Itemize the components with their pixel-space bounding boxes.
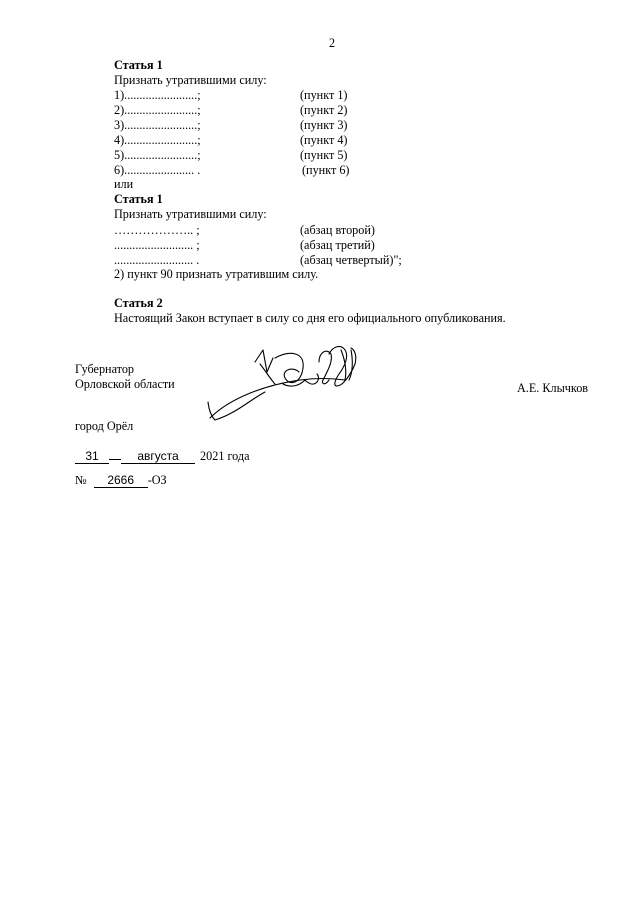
list-item-left: 6)....................... . — [114, 163, 201, 177]
list-item-left: 1)........................; — [114, 88, 201, 102]
signing-date — [75, 445, 250, 464]
list-item-right: (пункт 6) — [302, 163, 350, 177]
item-90-text: 2) пункт 90 признать утратившим силу. — [114, 267, 319, 281]
list-item-left: ……………….. ; — [114, 223, 200, 237]
date-day: 31 — [75, 449, 109, 464]
list-item-right: (абзац четвертый)"; — [300, 253, 402, 267]
city: город Орёл — [75, 419, 134, 433]
list-item-right: (пункт 2) — [300, 103, 348, 117]
page-number: 2 — [329, 36, 336, 50]
governor-name: А.Е. Клычков — [517, 381, 589, 395]
number-sign: № — [75, 473, 87, 487]
law-number-suffix: -ОЗ — [147, 473, 167, 487]
list-item-left: 4)........................; — [114, 133, 201, 147]
law-number-value: 2666 — [94, 473, 148, 488]
list-item-right: (пункт 4) — [300, 133, 348, 147]
list-item-left: .......................... ; — [114, 238, 200, 252]
list-item-right: (пункт 5) — [300, 148, 348, 162]
governor-title: Губернатор — [75, 362, 135, 376]
article-1-heading: Статья 1 — [114, 58, 163, 72]
date-year: 2021 года — [200, 449, 250, 463]
article-1-alt-intro: Признать утратившими силу: — [114, 207, 267, 221]
handwritten-signature — [205, 340, 365, 435]
date-month: августа — [121, 449, 195, 464]
list-item-right: (пункт 1) — [300, 88, 348, 102]
region-title: Орловской области — [75, 377, 175, 391]
article-2-heading: Статья 2 — [114, 296, 163, 310]
list-item-left: 2)........................; — [114, 103, 201, 117]
list-item-left: .......................... . — [114, 253, 200, 267]
article-1-alt-heading: Статья 1 — [114, 192, 163, 206]
or-separator: или — [114, 177, 134, 191]
article-2-text: Настоящий Закон вступает в силу со дня его официального опубликования. — [114, 311, 506, 325]
list-item-right: (абзац третий) — [300, 238, 375, 252]
list-item-left: 3)........................; — [114, 118, 201, 132]
article-1-intro: Признать утратившими силу: — [114, 73, 267, 87]
list-item-right: (абзац второй) — [300, 223, 375, 237]
list-item-left: 5)........................; — [114, 148, 201, 162]
law-number — [75, 473, 167, 488]
date-gap — [109, 445, 121, 460]
list-item-right: (пункт 3) — [300, 118, 348, 132]
